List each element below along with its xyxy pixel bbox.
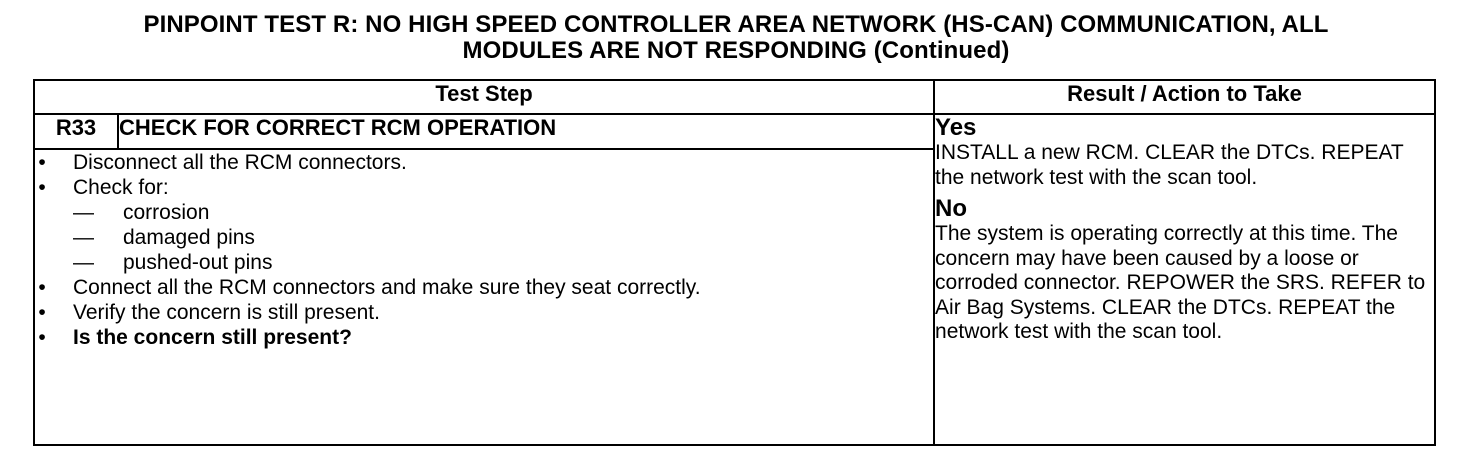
pinpoint-test-table [33,79,1436,446]
sub-item-text: damaged pins [123,226,255,249]
list-item [35,325,933,350]
list-item [35,150,933,175]
list-item [73,200,933,225]
bullet-icon: • [38,326,46,349]
page-title-line-1: PINPOINT TEST R: NO HIGH SPEED CONTROLLER AREA NETWORK (HS-CAN) COMMUNICATION, ALL [143,11,1329,38]
step-title: CHECK FOR CORRECT RCM OPERATION [118,114,934,149]
result-yes-label: Yes [935,114,977,141]
instruction-text: Connect all the RCM connectors and make sure they seat correctly. [73,276,701,299]
list-item [35,175,933,275]
list-item [73,225,933,250]
bullet-icon: • [38,276,46,299]
sub-item-text: pushed-out pins [123,251,273,274]
dash-icon: — [73,226,94,249]
check-for-sublist [73,200,933,275]
result-yes-action: INSTALL a new RCM. CLEAR the DTCs. REPEAT the network test with the scan tool. [935,141,1404,189]
decision-question: Is the concern still present? [73,326,352,349]
dash-icon: — [73,201,94,224]
page-title-line-2: MODULES ARE NOT RESPONDING (Continued) [462,37,1010,64]
bullet-icon: • [38,151,46,174]
list-item [35,275,933,300]
test-step-header: Test Step [34,80,934,114]
result-no-action: The system is operating correctly at this time. The concern may have been caused by a loose or corroded connector. REPOWER the SRS. REFER to Air Bag Systems. CLEAR the DTCs. REPEAT the network test with the scan tool. [935,222,1426,343]
result-no-label: No [935,195,968,222]
instruction-text: Check for: [73,176,169,199]
step-number: R33 [34,114,118,149]
step-instructions-cell [34,149,934,445]
result-action-header: Result / Action to Take [934,80,1435,114]
step-title-row [34,114,1435,149]
bullet-icon: • [38,176,46,199]
instruction-text: Verify the concern is still present. [73,301,380,324]
result-action-cell [934,114,1435,445]
page-title [20,12,1452,64]
dash-icon: — [73,251,94,274]
bullet-icon: • [38,301,46,324]
sub-item-text: corrosion [123,201,210,224]
list-item [35,300,933,325]
table-header-row [34,80,1435,114]
list-item [73,250,933,275]
step-instruction-list [35,150,933,350]
instruction-text: Disconnect all the RCM connectors. [73,151,407,174]
